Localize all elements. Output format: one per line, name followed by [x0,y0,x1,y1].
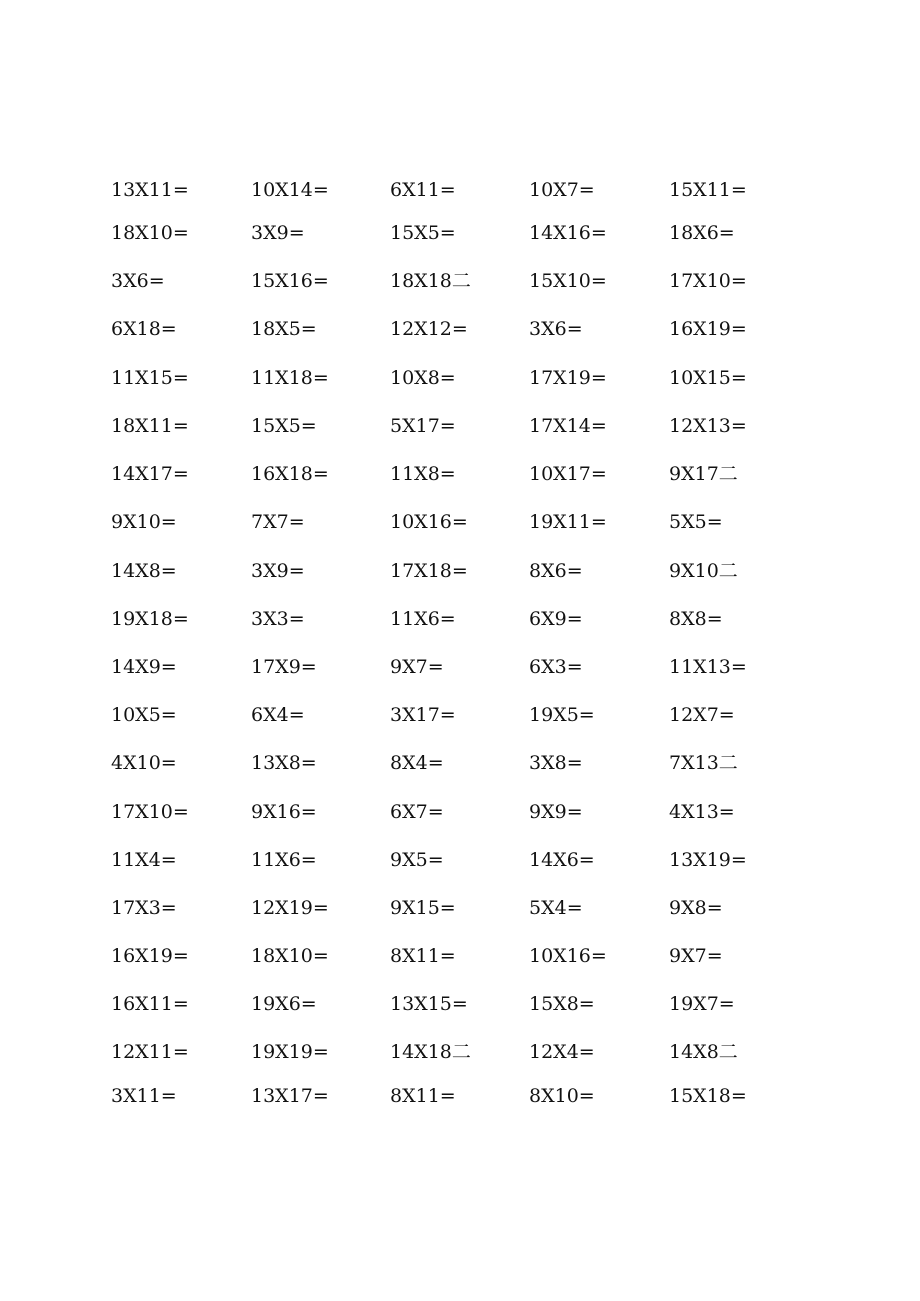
multiplication-problem: 8X10= [529,1085,595,1107]
multiplication-problem: 16X19= [669,318,747,340]
multiplication-problem: 19X6= [251,993,317,1015]
multiplication-problem: 9X10二 [669,560,738,582]
multiplication-problem: 18X18二 [390,270,471,292]
multiplication-problem: 19X18= [111,608,189,630]
multiplication-problem: 17X19= [529,367,607,389]
multiplication-problem: 14X9= [111,656,177,678]
multiplication-problem: 12X4= [529,1041,595,1063]
multiplication-problem: 5X4= [529,897,583,919]
multiplication-problem: 18X11= [111,415,189,437]
multiplication-problem: 7X13二 [669,752,738,774]
problem-row [0,459,920,489]
problem-row [0,1037,920,1067]
problem-row [0,700,920,730]
multiplication-problem: 12X12= [390,318,468,340]
multiplication-problem: 18X10= [251,945,329,967]
multiplication-problem: 6X3= [529,656,583,678]
multiplication-problem: 16X19= [111,945,189,967]
multiplication-problem: 19X7= [669,993,735,1015]
multiplication-problem: 8X4= [390,752,444,774]
problem-row [0,218,920,248]
multiplication-problem: 15X5= [251,415,317,437]
multiplication-problem: 9X15= [390,897,456,919]
multiplication-problem: 10X16= [390,511,468,533]
multiplication-problem: 14X6= [529,849,595,871]
multiplication-problem: 6X4= [251,704,305,726]
multiplication-problem: 7X7= [251,511,305,533]
multiplication-problem: 12X11= [111,1041,189,1063]
multiplication-problem: 5X5= [669,511,723,533]
problem-row [0,175,920,205]
multiplication-problem: 6X11= [390,179,456,201]
multiplication-problem: 9X8= [669,897,723,919]
multiplication-problem: 14X18二 [390,1041,471,1063]
problem-row [0,314,920,344]
multiplication-problem: 3X8= [529,752,583,774]
multiplication-problem: 8X11= [390,945,456,967]
problem-row [0,989,920,1019]
multiplication-problem: 10X5= [111,704,177,726]
multiplication-problem: 10X8= [390,367,456,389]
multiplication-problem: 19X19= [251,1041,329,1063]
multiplication-problem: 15X8= [529,993,595,1015]
multiplication-problem: 17X14= [529,415,607,437]
multiplication-problem: 13X17= [251,1085,329,1107]
multiplication-problem: 4X13= [669,801,735,823]
multiplication-problem: 17X9= [251,656,317,678]
problem-row [0,652,920,682]
problem-row [0,411,920,441]
multiplication-problem: 12X7= [669,704,735,726]
multiplication-problem: 11X6= [251,849,317,871]
multiplication-problem: 15X5= [390,222,456,244]
multiplication-problem: 13X15= [390,993,468,1015]
multiplication-problem: 3X6= [111,270,165,292]
multiplication-problem: 10X16= [529,945,607,967]
problem-row [0,748,920,778]
multiplication-problem: 15X11= [669,179,747,201]
multiplication-problem: 9X10= [111,511,177,533]
multiplication-problem: 15X18= [669,1085,747,1107]
multiplication-problem: 18X6= [669,222,735,244]
multiplication-problem: 3X17= [390,704,456,726]
problem-row [0,845,920,875]
multiplication-problem: 14X8= [111,560,177,582]
multiplication-problem: 6X7= [390,801,444,823]
multiplication-problem: 19X5= [529,704,595,726]
multiplication-problem: 16X11= [111,993,189,1015]
multiplication-problem: 11X8= [390,463,456,485]
multiplication-problem: 18X10= [111,222,189,244]
multiplication-problem: 15X16= [251,270,329,292]
multiplication-problem: 8X8= [669,608,723,630]
multiplication-problem: 17X18= [390,560,468,582]
multiplication-problem: 19X11= [529,511,607,533]
multiplication-problem: 17X10= [111,801,189,823]
problem-row [0,604,920,634]
multiplication-problem: 17X3= [111,897,177,919]
multiplication-problem: 14X16= [529,222,607,244]
multiplication-problem: 13X11= [111,179,189,201]
multiplication-problem: 11X6= [390,608,456,630]
multiplication-problem: 18X5= [251,318,317,340]
multiplication-problem: 15X10= [529,270,607,292]
multiplication-problem: 3X6= [529,318,583,340]
multiplication-problem: 10X7= [529,179,595,201]
problem-row [0,797,920,827]
multiplication-problem: 13X19= [669,849,747,871]
multiplication-problem: 13X8= [251,752,317,774]
multiplication-problem: 8X6= [529,560,583,582]
multiplication-problem: 6X9= [529,608,583,630]
multiplication-problem: 6X18= [111,318,177,340]
multiplication-problem: 11X4= [111,849,177,871]
multiplication-problem: 9X9= [529,801,583,823]
problem-row [0,941,920,971]
multiplication-problem: 11X15= [111,367,189,389]
problem-row [0,507,920,537]
multiplication-problem: 4X10= [111,752,177,774]
multiplication-problem: 9X17二 [669,463,738,485]
multiplication-problem: 11X13= [669,656,747,678]
multiplication-problem: 14X8二 [669,1041,738,1063]
multiplication-problem: 14X17= [111,463,189,485]
multiplication-problem: 10X14= [251,179,329,201]
problem-row [0,893,920,923]
multiplication-problem: 16X18= [251,463,329,485]
problem-row [0,363,920,393]
multiplication-problem: 12X19= [251,897,329,919]
multiplication-problem: 5X17= [390,415,456,437]
multiplication-problem: 10X17= [529,463,607,485]
multiplication-problem: 12X13= [669,415,747,437]
multiplication-problem: 3X9= [251,222,305,244]
problem-row [0,556,920,586]
multiplication-problem: 9X5= [390,849,444,871]
problem-row [0,266,920,296]
multiplication-problem: 10X15= [669,367,747,389]
problem-row [0,1081,920,1111]
multiplication-problem: 3X11= [111,1085,177,1107]
multiplication-problem: 9X7= [669,945,723,967]
multiplication-problem: 11X18= [251,367,329,389]
multiplication-problem: 8X11= [390,1085,456,1107]
multiplication-problem: 9X16= [251,801,317,823]
multiplication-problem: 3X9= [251,560,305,582]
multiplication-problem: 17X10= [669,270,747,292]
multiplication-problem: 3X3= [251,608,305,630]
multiplication-problem: 9X7= [390,656,444,678]
